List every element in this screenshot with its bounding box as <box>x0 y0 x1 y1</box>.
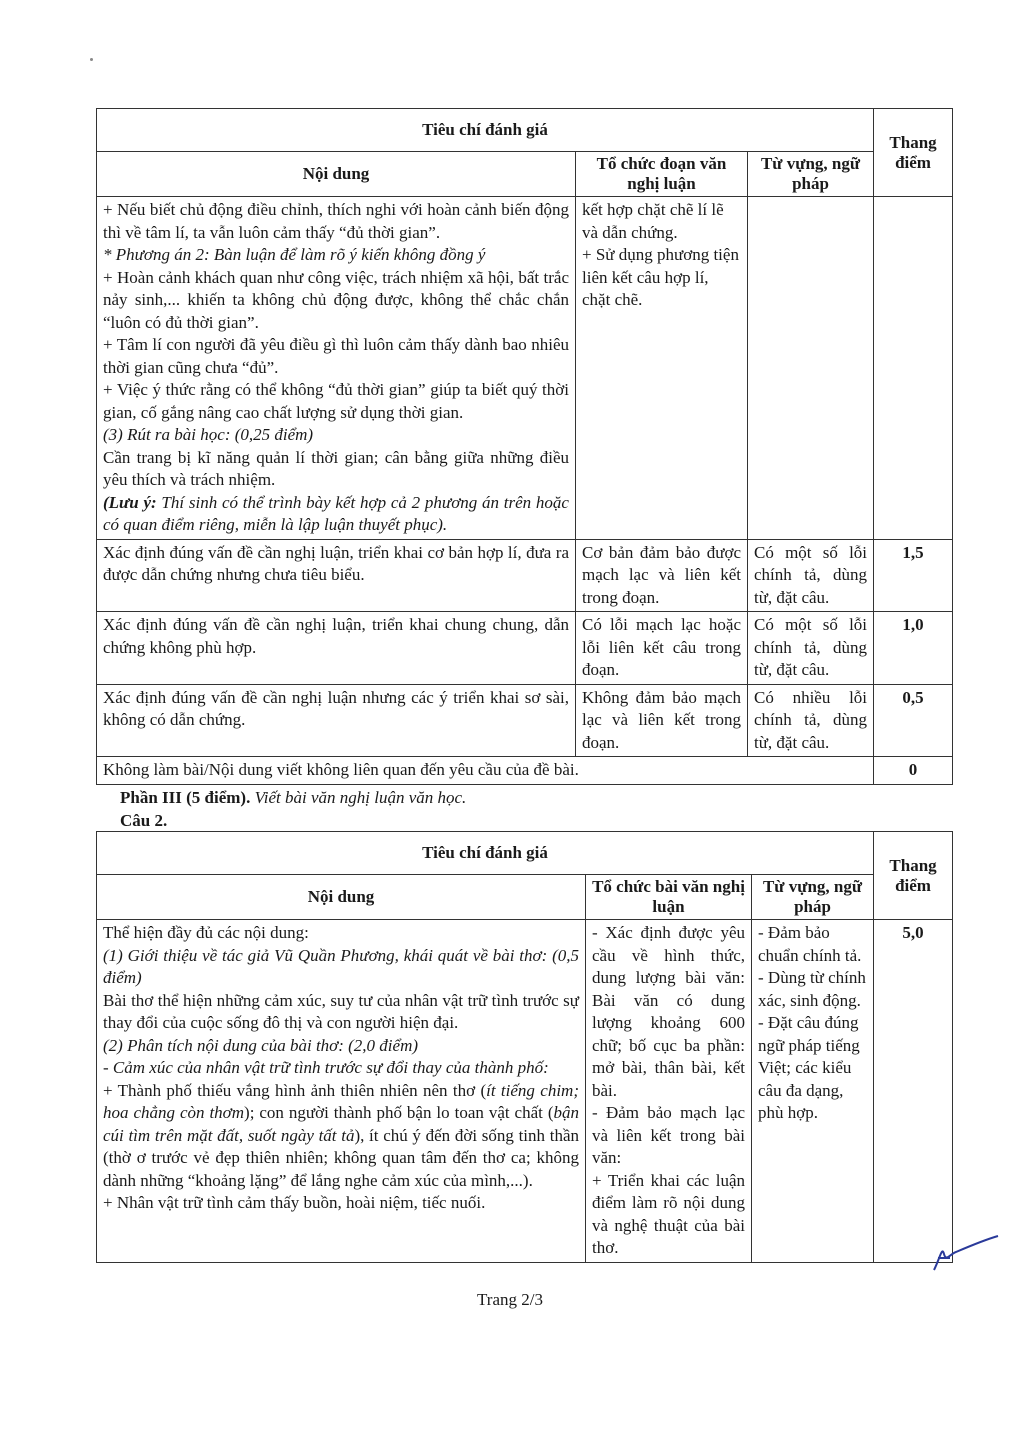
text-run: + Thành phố thiếu vắng hình ảnh thiên nhiên nên thơ ( <box>103 1080 487 1100</box>
page-number: Trang 2/3 <box>477 1290 543 1309</box>
vocabulary-line: - Dùng từ chính xác, sinh động. <box>758 968 866 1010</box>
organization-line: - Xác định được yêu cầu về hình thức, dung lượng bài văn: Bài văn có dung lượng khoảng 600 chữ; bố cục ba phần: mở bài, thân bài, kết bài. <box>592 923 745 1100</box>
content-line: + Việc ý thức rằng có thể không “đủ thời gian” giúp ta biết quý thời gian, cố gắng nâng cao chất lượng sử dụng thời gian. <box>103 380 569 422</box>
empty-score-cell <box>874 197 953 540</box>
text-run: ); con người thành phố bận lo toan vật chất ( <box>244 1103 554 1122</box>
organization-line: + Triển khai các luận điểm làm rõ nội dung và nghệ thuật của bài thơ. <box>592 1170 745 1257</box>
level-content: Xác định đúng vấn đề cần nghị luận, triển khai chung chung, dẫn chứng không phù hợp. <box>97 612 576 685</box>
content-line-option-2: * Phương án 2: Bàn luận để làm rõ ý kiến không đồng ý <box>103 245 486 264</box>
vocabulary-column-header: Từ vựng, ngữ pháp <box>748 152 874 197</box>
content-line: + Tâm lí con người đã yêu điều gì thì luôn cảm thấy dành bao nhiêu thời gian cũng chưa “đủ”. <box>103 335 569 377</box>
content-line-city <box>103 1080 579 1193</box>
organization-column-header: Tổ chức bài văn nghị luận <box>586 875 752 920</box>
content-line: + Hoàn cảnh khách quan như công việc, trách nhiệm xã hội, bất trắc nảy sinh,... khiến ta không chủ động được, không thể chắc chắn “luôn có đủ thời gian”. <box>103 267 569 332</box>
essay-content-cell <box>97 920 586 1263</box>
scan-speck <box>90 58 93 61</box>
content-line-intro: (1) Giới thiệu về tác giả Vũ Quần Phương, khái quát về bài thơ: (0,5 điểm) <box>103 945 579 987</box>
continued-content-cell <box>97 197 576 540</box>
grading-table-1 <box>96 108 953 785</box>
essay-vocabulary-cell <box>752 920 874 1263</box>
content-line: + Nếu biết chủ động điều chỉnh, thích nghi với hoàn cảnh biến động thì về tâm lí, ta vẫn luôn cảm thấy “đủ thời gian”. <box>103 200 569 242</box>
vocabulary-line: - Đảm bảo chuẩn chính tả. <box>758 923 862 965</box>
organization-line: - Đảm bảo mạch lạc và liên kết trong bài văn: <box>592 1103 745 1167</box>
content-line-lesson: (3) Rút ra bài học: (0,25 điểm) <box>103 425 314 444</box>
empty-vocabulary-cell <box>748 197 874 540</box>
quote-run: ít tiếng chim; hoa chẳng còn thơm <box>103 1080 579 1122</box>
level-organization: Không đảm bảo mạch lạc và liên kết trong đoạn. <box>576 684 748 757</box>
vocabulary-line: - Đặt câu đúng ngữ pháp tiếng Việt; các kiểu câu đa dạng, phù hợp. <box>758 1013 860 1122</box>
content-line: + Nhân vật trữ tình cảm thấy buồn, hoài niệm, tiếc nuối. <box>103 1193 486 1212</box>
level-vocabulary: Có một số lỗi chính tả, dùng từ, đặt câu. <box>748 612 874 685</box>
organization-column-header: Tổ chức đoạn văn nghị luận <box>576 152 748 197</box>
vocabulary-column-header: Từ vựng, ngữ pháp <box>752 875 874 920</box>
section-3-label: Phần III (5 điểm). <box>120 788 251 807</box>
criteria-header: Tiêu chí đánh giá <box>97 109 874 152</box>
no-answer-score: 0 <box>874 757 953 785</box>
note-text: Thí sinh có thể trình bày kết hợp cả 2 phương án trên hoặc có quan điểm riêng, miễn là lập luận thuyết phục). <box>103 492 569 534</box>
content-line-emotion: - Cảm xúc của nhân vật trữ tình trước sự đổi thay của thành phố: <box>103 1058 549 1077</box>
content-line: Thể hiện đầy đủ các nội dung: <box>103 923 309 942</box>
grading-table-2 <box>96 831 953 1263</box>
organization-line: kết hợp chặt chẽ lí lẽ và dẫn chứng. <box>582 200 724 242</box>
quote-run: bận cúi tìm trên mặt đất, suốt ngày tất tả <box>103 1103 579 1145</box>
note-label: (Lưu ý: <box>103 492 157 512</box>
criteria-header: Tiêu chí đánh giá <box>97 832 874 875</box>
score-header: Thang điểm <box>874 109 953 197</box>
level-content: Xác định đúng vấn đề cần nghị luận, triển khai cơ bản hợp lí, đưa ra được dẫn chứng nhưng chưa tiêu biểu. <box>97 539 576 612</box>
level-organization: Cơ bản đảm bảo được mạch lạc và liên kết trong đoạn. <box>576 539 748 612</box>
score-header: Thang điểm <box>874 832 953 920</box>
level-score: 0,5 <box>874 684 953 757</box>
level-content: Xác định đúng vấn đề cần nghị luận nhưng các ý triển khai sơ sài, không có dẫn chứng. <box>97 684 576 757</box>
signature-mark <box>930 1232 1000 1274</box>
level-organization: Có lỗi mạch lạc hoặc lỗi liên kết câu trong đoạn. <box>576 612 748 685</box>
level-vocabulary: Có một số lỗi chính tả, dùng từ, đặt câu. <box>748 539 874 612</box>
level-score: 1,5 <box>874 539 953 612</box>
continued-organization-cell <box>576 197 748 540</box>
section-3-title <box>120 788 466 808</box>
content-line: Bài thơ thể hiện những cảm xúc, suy tư của nhân vật trữ tình trước sự thay đổi của cuộc sống đô thị và con người hiện đại. <box>103 990 579 1032</box>
essay-organization-cell <box>586 920 752 1263</box>
level-vocabulary: Có nhiều lỗi chính tả, dùng từ, đặt câu. <box>748 684 874 757</box>
level-score: 1,0 <box>874 612 953 685</box>
content-line-analysis: (2) Phân tích nội dung của bài thơ: (2,0 điểm) <box>103 1035 419 1055</box>
no-answer-content: Không làm bài/Nội dung viết không liên quan đến yêu cầu của đề bài. <box>97 757 874 785</box>
organization-line: + Sử dụng phương tiện liên kết câu hợp lí, chặt chẽ. <box>582 245 739 309</box>
essay-score: 5,0 <box>874 920 953 1263</box>
text-run: ), ít chú ý đến đời sống tinh thần (thờ ơ trước vẻ đẹp thiên nhiên; không quan tâm đến thơ ca; không dành những “khoảng lặng” để lắng nghe cảm xúc của mình,...). <box>103 1125 579 1190</box>
note-line <box>103 492 569 537</box>
question-label: Câu 2. <box>120 811 168 830</box>
content-column-header: Nội dung <box>97 152 576 197</box>
content-line: Cần trang bị kĩ năng quản lí thời gian; cân bằng giữa những điều yêu thích và trách nhiệm. <box>103 447 569 489</box>
section-3-description: Viết bài văn nghị luận văn học. <box>254 788 467 807</box>
content-column-header: Nội dung <box>97 875 586 920</box>
